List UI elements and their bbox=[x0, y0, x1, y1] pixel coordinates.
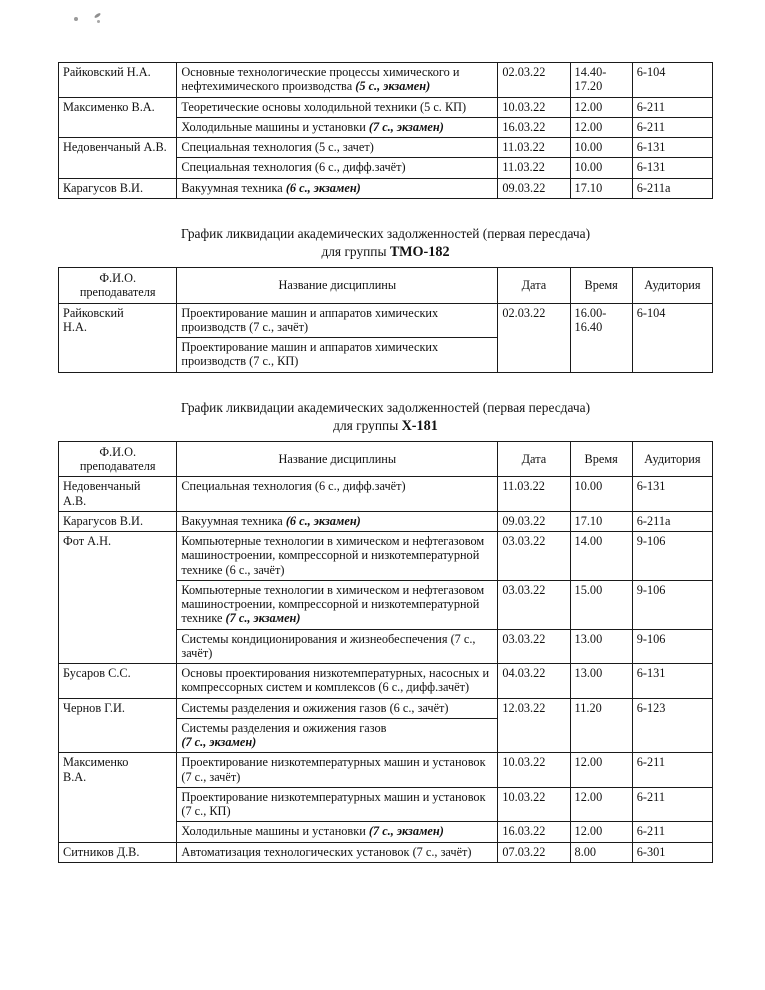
table-row bbox=[59, 842, 713, 862]
table-row bbox=[59, 97, 713, 117]
discipline-note: (5 с., экзамен) bbox=[355, 79, 431, 94]
teacher-cell: Максименко В.А. bbox=[59, 97, 177, 138]
section-title-line1: График ликвидации академических задолженностей (первая пересдача) bbox=[180, 399, 591, 415]
discipline-cell: Системы разделения и ожижения газов (6 с., зачёт) bbox=[177, 698, 498, 718]
date-cell: 10.03.22 bbox=[498, 787, 570, 822]
header-discipline: Название дисциплины bbox=[177, 441, 498, 477]
section-title-x181 bbox=[58, 399, 713, 435]
discipline-note: (6 с., экзамен) bbox=[285, 513, 361, 528]
room-cell: 6-211а bbox=[632, 511, 712, 531]
section-title-tmo182 bbox=[58, 225, 713, 261]
table-row bbox=[59, 532, 713, 581]
section-title-line2 bbox=[58, 243, 713, 261]
teacher-cell: Максименко В.А. bbox=[59, 753, 177, 842]
date-cell: 11.03.22 bbox=[498, 477, 570, 512]
time-cell: 16.00- 16.40 bbox=[570, 303, 632, 372]
discipline-text: Холодильные машины и установки bbox=[181, 824, 369, 839]
table-header-row bbox=[59, 268, 713, 304]
header-room: Аудитория bbox=[632, 441, 712, 477]
header-teacher bbox=[59, 441, 177, 477]
discipline-cell bbox=[177, 580, 498, 629]
table-row bbox=[59, 303, 713, 338]
teacher-cell: Ситников Д.В. bbox=[59, 842, 177, 862]
discipline-cell bbox=[177, 178, 498, 198]
discipline-text: Вакуумная техника bbox=[181, 513, 286, 528]
date-cell: 10.03.22 bbox=[498, 753, 570, 788]
time-cell: 12.00 bbox=[570, 822, 632, 842]
discipline-cell: Основы проектирования низкотемпературных, насосных и компрессорных систем и комплексов (6 с., дифф.зачёт) bbox=[177, 664, 498, 699]
discipline-note: (6 с., экзамен) bbox=[285, 180, 361, 195]
discipline-text: Системы разделения и ожижения газов bbox=[181, 720, 387, 735]
discipline-note: (7 с., экзамен) bbox=[368, 119, 444, 134]
time-cell: 12.00 bbox=[570, 97, 632, 117]
discipline-cell: Автоматизация технологических установок (7 с., зачёт) bbox=[177, 842, 498, 862]
time-cell: 15.00 bbox=[570, 580, 632, 629]
discipline-cell: Проектирование низкотемпературных машин и установок (7 с., зачёт) bbox=[177, 753, 498, 788]
time-cell: 14.40-17.20 bbox=[570, 63, 632, 98]
teacher-cell: Карагусов В.И. bbox=[59, 511, 177, 531]
table-row bbox=[59, 63, 713, 98]
teacher-cell: Райковский Н.А. bbox=[59, 63, 177, 98]
room-cell: 6-123 bbox=[632, 698, 712, 753]
room-cell: 6-104 bbox=[632, 63, 712, 98]
time-cell: 14.00 bbox=[570, 532, 632, 581]
time-cell: 13.00 bbox=[570, 664, 632, 699]
discipline-note: (7 с., экзамен) bbox=[368, 824, 444, 839]
header-teacher-line2: преподавателя bbox=[79, 459, 156, 474]
document-content bbox=[58, 62, 713, 863]
discipline-note: (7 с., экзамен) bbox=[225, 611, 301, 626]
discipline-cell bbox=[177, 822, 498, 842]
date-cell: 16.03.22 bbox=[498, 117, 570, 137]
header-teacher-line1: Ф.И.О. bbox=[99, 271, 137, 286]
table-row bbox=[59, 138, 713, 158]
header-date: Дата bbox=[498, 268, 570, 304]
group-name: ТМО-182 bbox=[389, 243, 450, 260]
schedule-table-tmo182 bbox=[58, 267, 713, 373]
date-cell: 04.03.22 bbox=[498, 664, 570, 699]
room-cell: 6-211 bbox=[632, 822, 712, 842]
teacher-cell: Бусаров С.С. bbox=[59, 664, 177, 699]
header-time: Время bbox=[570, 441, 632, 477]
room-cell: 6-211 bbox=[632, 753, 712, 788]
teacher-cell: Чернов Г.И. bbox=[59, 698, 177, 753]
room-cell: 6-211а bbox=[632, 178, 712, 198]
teacher-cell: Недовенчаный А.В. bbox=[59, 138, 177, 179]
room-cell: 6-131 bbox=[632, 158, 712, 178]
scan-speck-icon bbox=[97, 20, 100, 23]
discipline-cell: Специальная технология (6 с., дифф.зачёт) bbox=[177, 477, 498, 512]
room-cell: 6-131 bbox=[632, 138, 712, 158]
discipline-cell bbox=[177, 511, 498, 531]
schedule-table-x181 bbox=[58, 441, 713, 863]
group-name: Х-181 bbox=[401, 417, 438, 434]
scan-speck-icon bbox=[74, 17, 78, 21]
date-cell: 11.03.22 bbox=[498, 158, 570, 178]
time-cell: 17.10 bbox=[570, 178, 632, 198]
discipline-note: (7 с., экзамен) bbox=[181, 735, 257, 750]
date-cell: 03.03.22 bbox=[498, 580, 570, 629]
discipline-cell bbox=[177, 63, 498, 98]
date-cell: 09.03.22 bbox=[498, 178, 570, 198]
date-cell: 02.03.22 bbox=[498, 63, 570, 98]
room-cell: 6-131 bbox=[632, 477, 712, 512]
discipline-text: Специальная технология (5 с., зачет) bbox=[181, 140, 374, 154]
time-cell: 8.00 bbox=[570, 842, 632, 862]
time-cell: 12.00 bbox=[570, 117, 632, 137]
discipline-cell bbox=[177, 158, 498, 178]
date-cell: 16.03.22 bbox=[498, 822, 570, 842]
table-row bbox=[59, 477, 713, 512]
date-cell: 09.03.22 bbox=[498, 511, 570, 531]
schedule-table-continued bbox=[58, 62, 713, 199]
header-date: Дата bbox=[498, 441, 570, 477]
discipline-cell: Компьютерные технологии в химическом и нефтегазовом машиностроении, компрессорной и низкотемпературной технике (6 с., зачёт) bbox=[177, 532, 498, 581]
header-room: Аудитория bbox=[632, 268, 712, 304]
header-time: Время bbox=[570, 268, 632, 304]
table-row bbox=[59, 178, 713, 198]
teacher-cell: Недовенчаный А.В. bbox=[59, 477, 177, 512]
discipline-cell: Проектирование машин и аппаратов химических производств (7 с., зачёт) bbox=[177, 303, 498, 338]
room-cell: 6-301 bbox=[632, 842, 712, 862]
discipline-text: Основные технологические процессы химического и нефтехимического производства bbox=[181, 65, 460, 94]
time-cell: 12.00 bbox=[570, 787, 632, 822]
room-cell: 6-211 bbox=[632, 117, 712, 137]
discipline-text: Вакуумная техника bbox=[181, 180, 286, 195]
date-cell: 03.03.22 bbox=[498, 629, 570, 664]
time-cell: 10.00 bbox=[570, 477, 632, 512]
discipline-cell: Проектирование низкотемпературных машин и установок (7 с., КП) bbox=[177, 787, 498, 822]
discipline-text: Холодильные машины и установки bbox=[181, 119, 369, 134]
room-cell: 6-131 bbox=[632, 664, 712, 699]
room-cell: 9-106 bbox=[632, 580, 712, 629]
room-cell: 6-211 bbox=[632, 97, 712, 117]
time-cell: 13.00 bbox=[570, 629, 632, 664]
header-teacher-line1: Ф.И.О. bbox=[99, 444, 137, 459]
header-teacher-line2: преподавателя bbox=[79, 285, 156, 300]
discipline-cell: Системы кондиционирования и жизнеобеспечения (7 с., зачёт) bbox=[177, 629, 498, 664]
time-cell: 12.00 bbox=[570, 753, 632, 788]
discipline-cell bbox=[177, 117, 498, 137]
teacher-cell: Карагусов В.И. bbox=[59, 178, 177, 198]
table-row bbox=[59, 753, 713, 788]
date-cell: 11.03.22 bbox=[498, 138, 570, 158]
date-cell: 10.03.22 bbox=[498, 97, 570, 117]
section-title-line2 bbox=[58, 417, 713, 435]
room-cell: 9-106 bbox=[632, 629, 712, 664]
discipline-text: Теоретические основы холодильной техники (5 с. КП) bbox=[181, 99, 467, 114]
time-cell: 10.00 bbox=[570, 138, 632, 158]
time-cell: 10.00 bbox=[570, 158, 632, 178]
table-row bbox=[59, 664, 713, 699]
discipline-text: Специальная технология (6 с., дифф.зачёт) bbox=[181, 160, 406, 175]
header-discipline: Название дисциплины bbox=[177, 268, 498, 304]
discipline-cell bbox=[177, 718, 498, 753]
date-cell: 02.03.22 bbox=[498, 303, 570, 372]
table-header-row bbox=[59, 441, 713, 477]
table-row bbox=[59, 511, 713, 531]
table-row bbox=[59, 698, 713, 718]
discipline-cell: Проектирование машин и аппаратов химических производств (7 с., КП) bbox=[177, 338, 498, 373]
teacher-cell: Райковский Н.А. bbox=[59, 303, 177, 372]
time-cell: 17.10 bbox=[570, 511, 632, 531]
teacher-cell: Фот А.Н. bbox=[59, 532, 177, 664]
time-cell: 11.20 bbox=[570, 698, 632, 753]
room-cell: 9-106 bbox=[632, 532, 712, 581]
date-cell: 03.03.22 bbox=[498, 532, 570, 581]
discipline-cell bbox=[177, 97, 498, 117]
room-cell: 6-211 bbox=[632, 787, 712, 822]
section-title-line1: График ликвидации академических задолженностей (первая пересдача) bbox=[180, 225, 591, 241]
discipline-cell bbox=[177, 138, 498, 158]
date-cell: 07.03.22 bbox=[498, 842, 570, 862]
discipline-text: Компьютерные технологии в химическом и нефтегазовом машиностроении, компрессорной и низкотемпературной технике bbox=[181, 582, 485, 626]
header-teacher bbox=[59, 268, 177, 304]
room-cell: 6-104 bbox=[632, 303, 712, 372]
scan-speck-icon bbox=[94, 12, 101, 18]
section-title-prefix: для группы bbox=[321, 243, 390, 259]
section-title-prefix: для группы bbox=[333, 417, 402, 433]
date-cell: 12.03.22 bbox=[498, 698, 570, 753]
